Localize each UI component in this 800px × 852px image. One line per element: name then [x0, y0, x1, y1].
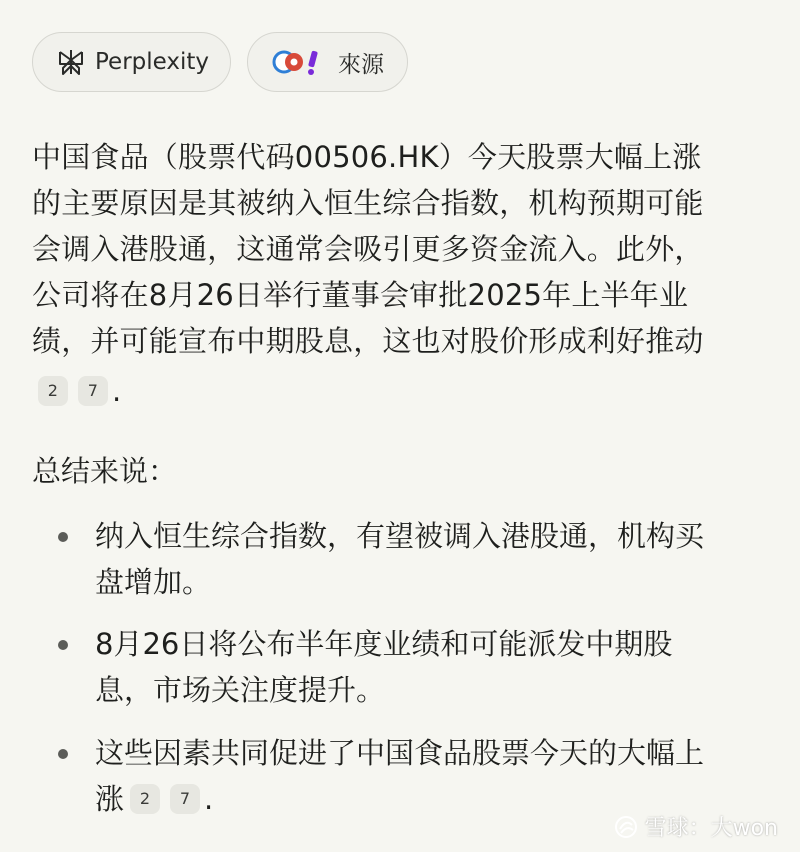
paragraph-line: 绩，并可能宣布中期股息，这也对股价形成利好推动: [32, 324, 704, 358]
xueqiu-logo-icon: [613, 814, 639, 840]
bullet-dot: [58, 532, 68, 542]
paragraph-end: .: [112, 374, 122, 408]
bullet-line: 这些因素共同促进了中国食品股票今天的大幅上: [95, 736, 705, 770]
perplexity-chip[interactable]: [32, 32, 231, 92]
bullet-line: 息，市场关注度提升。: [95, 673, 386, 707]
summary-heading: 总结来说：: [32, 454, 178, 488]
paragraph-line: 公司将在8月26日举行董事会审批2025年上半年业: [32, 278, 689, 312]
answer-paragraph: [32, 134, 772, 414]
citation-badge[interactable]: 2: [130, 784, 160, 814]
watermark-text: 雪球：大won: [644, 816, 778, 841]
xueqiu-watermark: [613, 811, 778, 842]
paragraph-citation-line: [32, 364, 772, 414]
paragraph-line: 的主要原因是其被纳入恒生综合指数，机构预期可能: [32, 186, 704, 220]
citation-badge[interactable]: 7: [170, 784, 200, 814]
paragraph-line: 会调入港股通，这通常会吸引更多资金流入。此外，: [32, 232, 704, 266]
citation-badge[interactable]: 7: [78, 376, 108, 406]
list-item: [95, 730, 775, 822]
bullet-line: 涨: [95, 782, 125, 816]
bullet-dot: [58, 749, 68, 759]
paragraph-line: 中国食品（股票代码00506.HK）今天股票大幅上涨: [32, 140, 702, 174]
bullet-line: 盘增加。: [95, 565, 212, 599]
bullet-dot: [58, 640, 68, 650]
sources-label: 來源: [338, 51, 384, 78]
citation-badge[interactable]: 2: [38, 376, 68, 406]
sources-chip[interactable]: [247, 32, 408, 92]
bullet-line: 8月26日将公布半年度业绩和可能派发中期股: [95, 627, 673, 661]
list-item: [95, 621, 775, 713]
bullet-end: .: [204, 782, 214, 816]
bullet-line: 纳入恒生综合指数，有望被调入港股通，机构买: [95, 519, 705, 553]
perplexity-logo-icon: [57, 48, 85, 76]
source-favicons-icon: [272, 47, 328, 77]
list-item: [95, 513, 775, 605]
perplexity-label: Perplexity: [95, 49, 210, 75]
